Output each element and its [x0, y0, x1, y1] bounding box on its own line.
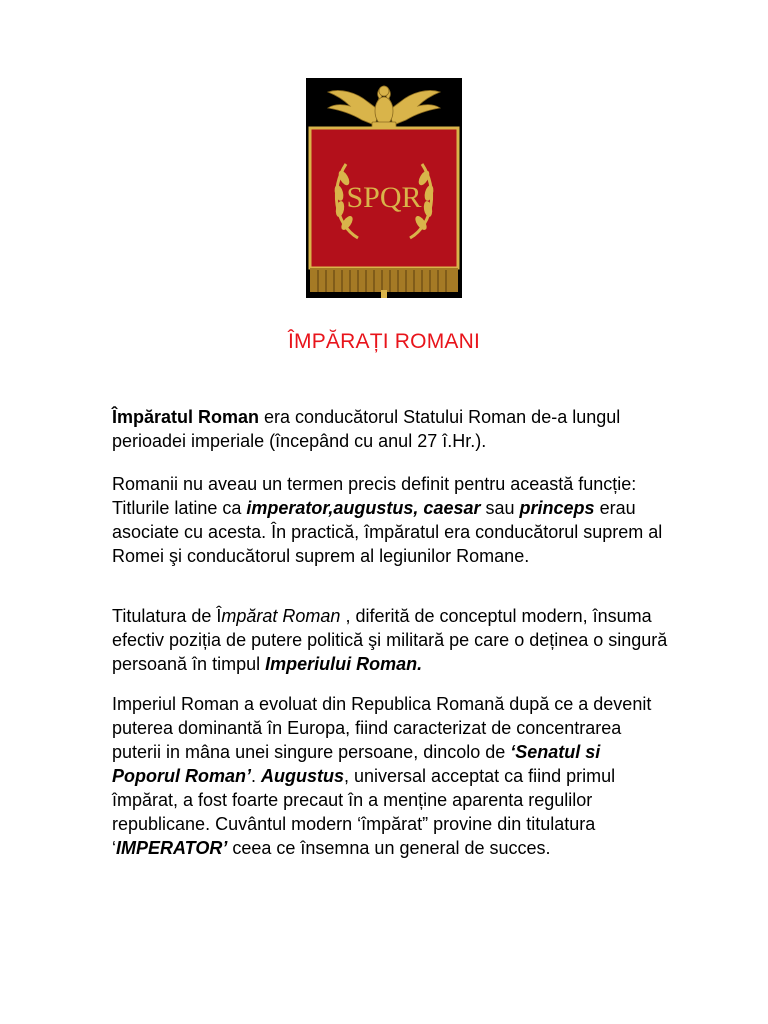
paragraph-text: , universal acceptat ca fiind primul împărat, a fost foarte precaut în a menține aparenta regulilor republicane. Cuvântul modern ‘împărat” provine din titulatura ‘: [112, 766, 616, 858]
paragraph-text: , diferită de conceptul modern, însuma efectiv poziția de putere politică şi militară pe care o deținea o singură persoană în timpul: [112, 606, 668, 674]
spqr-banner-image: [306, 78, 462, 298]
paragraph-text: erau asociate cu acesta. În practică, împăratul era conducătorul suprem al Romei şi conducătorul suprem al legiunilor Romane.: [112, 498, 663, 566]
document-title: ÎMPĂRAȚI ROMANI: [287, 330, 480, 353]
empire-term: Imperiului Roman.: [265, 654, 423, 674]
spqr-emblem-text: SPQR: [346, 181, 422, 214]
paragraph-text: era conducătorul Statului Roman de-a lungul perioadei imperiale (începând cu anul 27 î.Hr.).: [112, 407, 621, 451]
paragraph-text: Titulatura de Î: [112, 606, 222, 626]
paragraph-text: Romanii nu aveau un termen precis definit pentru această funcție: Titlurile latine ca: [112, 474, 637, 518]
paragraph-text: sau: [480, 498, 520, 518]
paragraph-empire-evolution: [112, 692, 672, 860]
latin-titles: imperator,augustus, caesar: [246, 498, 481, 518]
augustus-term: Augustus: [261, 766, 345, 786]
paragraph-text: Imperiul Roman a evoluat din Republica Romană după ce a devenit puterea dominantă în Europa, fiind caracterizat de concentrarea puterii in mâna unei singure persoane, dincolo de: [112, 694, 652, 762]
bold-term: Împăratul Roman: [112, 407, 260, 427]
italic-term: mpărat Roman: [221, 606, 341, 626]
paragraph-text: ceea ce însemna un general de succes.: [227, 838, 551, 858]
senate-term: ‘Senatul si Poporul Roman’: [112, 742, 601, 786]
paragraph-titles: [112, 472, 672, 568]
paragraph-text: .: [251, 766, 262, 786]
paragraph-definition: [112, 405, 672, 453]
paragraph-title-meaning: [112, 604, 672, 676]
latin-title-princeps: princeps: [519, 498, 595, 518]
imperator-term: IMPERATOR’: [116, 838, 228, 858]
